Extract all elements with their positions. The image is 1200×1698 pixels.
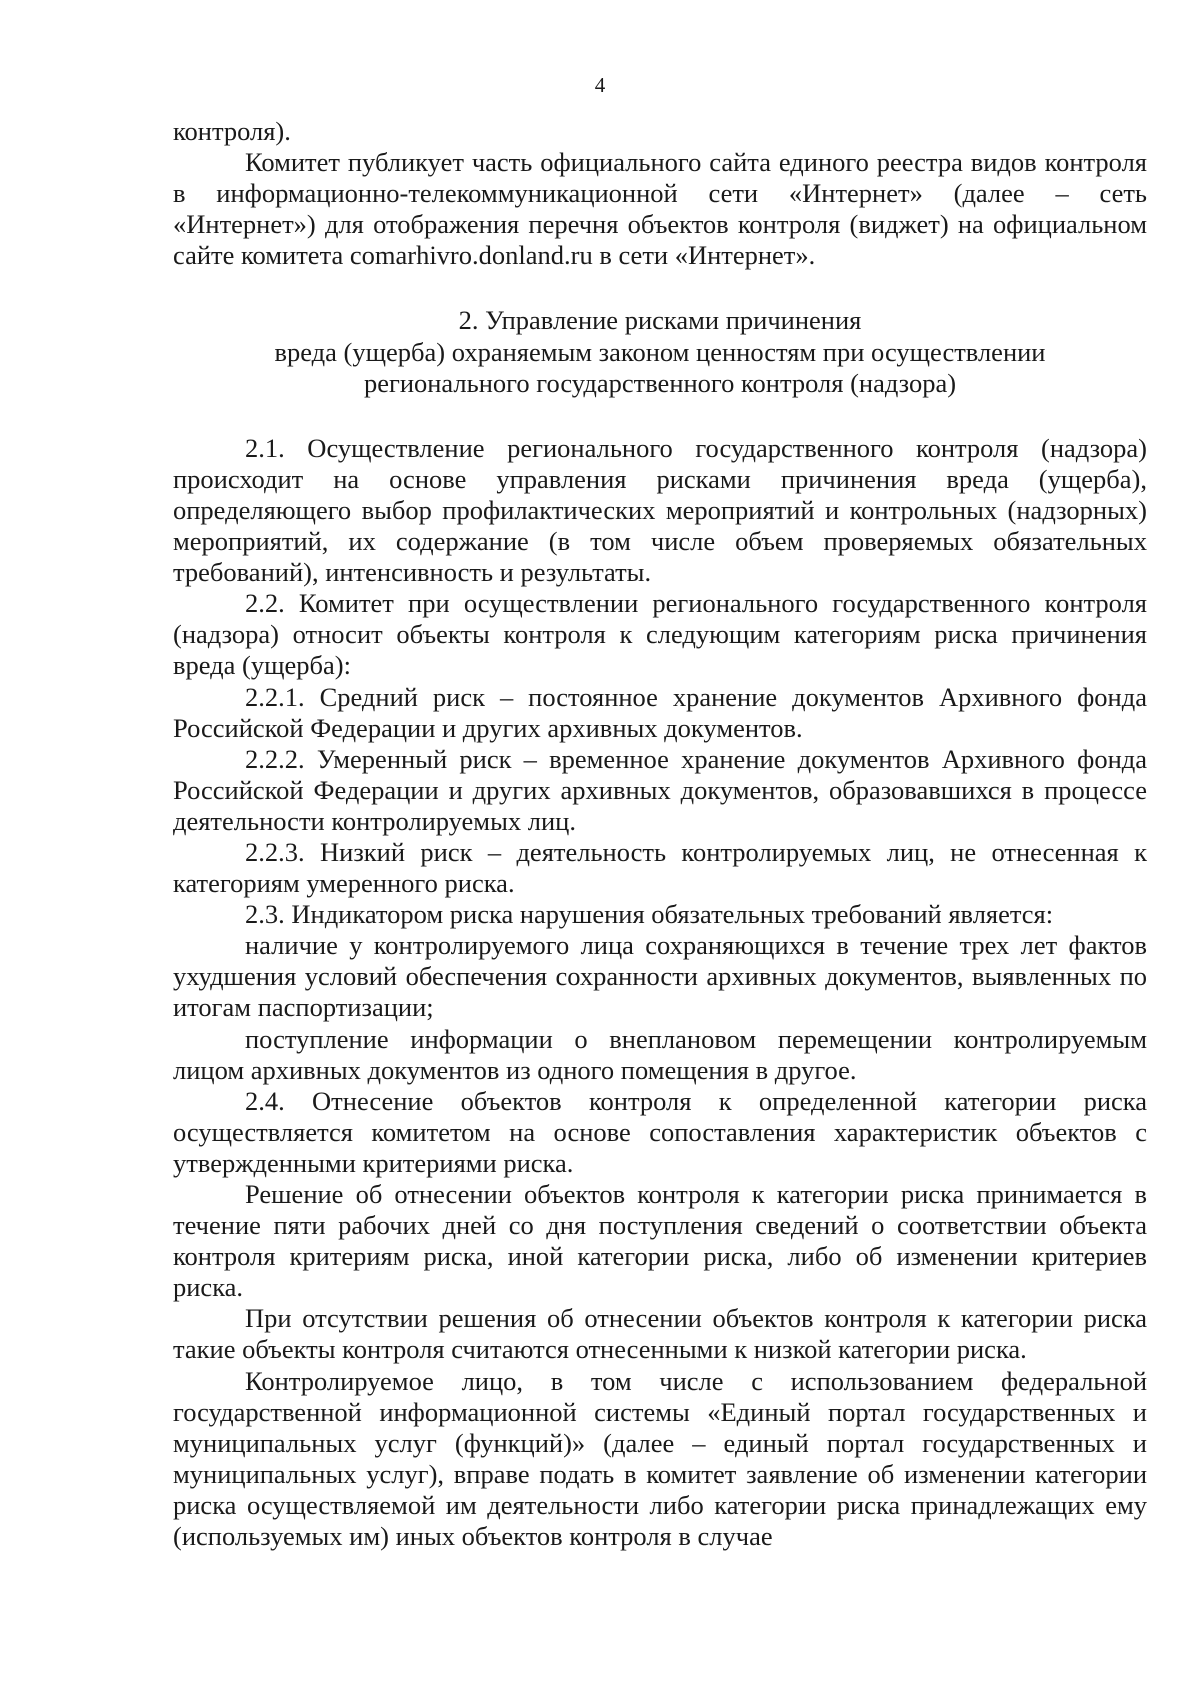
indicator-item-1: наличие у контролируемого лица сохраняющихся в течение трех лет фактов ухудшения условий обеспечения сохранности архивных документов, выявленных по итогам паспортизации; [173,930,1147,1023]
intro-paragraph: Комитет публикует часть официального сайта единого реестра видов контроля в информационно-телекоммуникационной сети «Интернет» (далее – сеть «Интернет») для отображения перечня объектов контроля (виджет) на официальном сайте комитета comarhivro.donland.ru в сети «Интернет». [173,147,1147,271]
paragraph-2-2-2: 2.2.2. Умеренный риск – временное хранение документов Архивного фонда Российской Федерации и других архивных документов, образовавшихся в процессе деятельности контролируемых лиц. [173,743,1147,836]
continuation-line: контроля). [173,116,291,146]
paragraph-2-1: 2.1. Осуществление регионального государственного контроля (надзора) происходит на основе управления рисками причинения вреда (ущерба), определяющего выбор профилактических мероприятий и контрольных (надзорных) мероприятий, их содержание (в том числе объем проверяемых обязательных требований), интенсивность и результаты. [173,432,1147,588]
controlled-person-paragraph: Контролируемое лицо, в том числе с использованием федеральной государственной информационной системы «Единый портал государственных и муниципальных услуг (функций)» (далее – единый портал государственных и муниципальных услуг), вправе подать в комитет заявление об изменении категории риска осуществляемой им деятельности либо категории риска принадлежащих ему (используемых им) иных объектов контроля в случае [173,1365,1147,1552]
section-heading-line: вреда (ущерба) охраняемым законом ценностям при осуществлении [274,336,1046,367]
document-body [173,116,1147,1552]
paragraph-2-2: 2.2. Комитет при осуществлении регионального государственного контроля (надзора) относит объекты контроля к следующим категориям риска причинения вреда (ущерба): [173,588,1147,681]
paragraph-2-4: 2.4. Отнесение объектов контроля к определенной категории риска осуществляется комитетом на основе сопоставления характеристик объектов с утвержденными критериями риска. [173,1085,1147,1178]
page-number: 4 [594,73,606,97]
indicator-item-2: поступление информации о внеплановом перемещении контролируемым лицом архивных документов из одного помещения в другое. [173,1023,1147,1085]
paragraph-2-2-1: 2.2.1. Средний риск – постоянное хранение документов Архивного фонда Российской Федерации и других архивных документов. [173,681,1147,743]
paragraph-2-2-3: 2.2.3. Низкий риск – деятельность контролируемых лиц, не отнесенная к категориям умеренного риска. [173,836,1147,899]
section-heading [173,305,1147,398]
section-heading-line: 2. Управление рисками причинения [458,305,862,336]
absence-paragraph: При отсутствии решения об отнесении объектов контроля к категории риска такие объекты контроля считаются отнесенными к низкой категории риска. [173,1303,1147,1365]
paragraph-2-3: 2.3. Индикатором риска нарушения обязательных требований является: [245,899,1054,930]
section-heading-line: регионального государственного контроля (надзора) [363,367,957,398]
decision-paragraph: Решение об отнесении объектов контроля к категории риска принимается в течение пяти рабочих дней со дня поступления сведений о соответствии объекта контроля критериям риска, иной категории риска, либо об изменении критериев риска. [173,1179,1147,1303]
